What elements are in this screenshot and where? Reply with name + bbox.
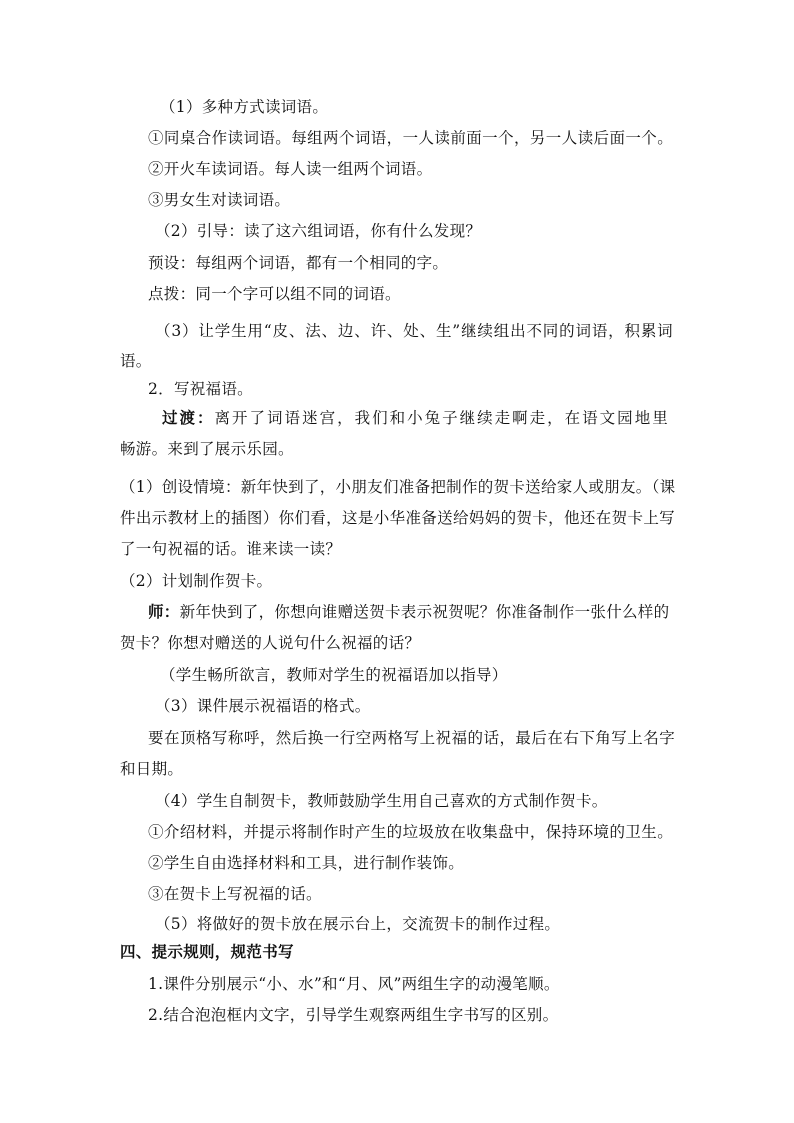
- text-line: （1）创设情境：新年快到了，小朋友们准备把制作的贺卡送给家人或朋友。（课: [120, 478, 676, 496]
- text-line: ①介绍材料，并提示将制作时产生的垃圾放在收集盘中，保持环境的卫生。: [148, 823, 673, 841]
- text-line: （2）计划制作贺卡。: [120, 572, 273, 590]
- text-line: ③在贺卡上写祝福的话。: [148, 885, 322, 903]
- text-line: 语。: [120, 352, 152, 370]
- text-line: （4）学生自制贺卡，教师鼓励学生用自己喜欢的方式制作贺卡。: [155, 792, 608, 810]
- text-line: [148, 601, 670, 623]
- section-heading: 四、提示规则，规范书写: [120, 942, 294, 961]
- text-line: 要在顶格写称呼，然后换一行空两格写上祝福的话，最后在右下角写上名字: [148, 729, 675, 747]
- text-line: （1）多种方式读词语。: [160, 98, 329, 116]
- inline-text: 新年快到了，你想向谁赠送贺卡表示祝贺呢？你准备制作一张什么样的: [179, 603, 670, 621]
- text-line: 预设：每组两个词语，都有一个相同的字。: [148, 254, 449, 272]
- text-line: ①同桌合作读词语。每组两个词语，一人读前面一个，另一人读后面一个。: [148, 129, 673, 147]
- text-line: 了一句祝福的话。谁来读一读？: [120, 540, 342, 558]
- text-line: 2．写祝福语。: [148, 380, 253, 398]
- text-line: 贺卡？你想对赠送的人说句什么祝福的话？: [120, 634, 421, 652]
- text-line: 1.课件分别展示“小、水”和“月、风”两组生字的动漫笔顺。: [148, 975, 560, 993]
- text-line: （学生畅所欲言，教师对学生的祝福语加以指导）: [160, 666, 508, 684]
- text-line: ②开火车读词语。每人读一组两个词语。: [148, 160, 433, 178]
- inline-text: 离开了词语迷宫，我们和小兔子继续走啊走，在语文园地里: [214, 409, 668, 427]
- text-line: 件出示教材上的插图）你们看，这是小华准备送给妈妈的贺卡，他还在贺卡上写: [120, 509, 675, 527]
- text-line: （3）课件展示祝福语的格式。: [155, 697, 371, 715]
- text-line: （3）让学生用“皮、法、边、许、处、生”继续组出不同的词语，积累词: [155, 322, 673, 340]
- text-line: 畅游。来到了展示乐园。: [120, 440, 294, 458]
- bold-label: 过渡：: [162, 408, 215, 427]
- bold-label: 师：: [148, 602, 180, 621]
- text-line: ②学生自由选择材料和工具，进行制作装饰。: [148, 854, 465, 872]
- text-line: 2.结合泡泡框内文字，引导学生观察两组生字书写的区别。: [148, 1006, 559, 1024]
- text-line: ③男女生对读词语。: [148, 191, 291, 209]
- text-line: [162, 407, 668, 429]
- text-line: （2）引导：读了这六组词语，你有什么发现？: [155, 222, 482, 240]
- text-line: 点拨：同一个字可以组不同的词语。: [148, 285, 401, 303]
- text-line: 和日期。: [120, 760, 184, 778]
- text-line: （5）将做好的贺卡放在展示台上，交流贺卡的制作过程。: [155, 915, 561, 933]
